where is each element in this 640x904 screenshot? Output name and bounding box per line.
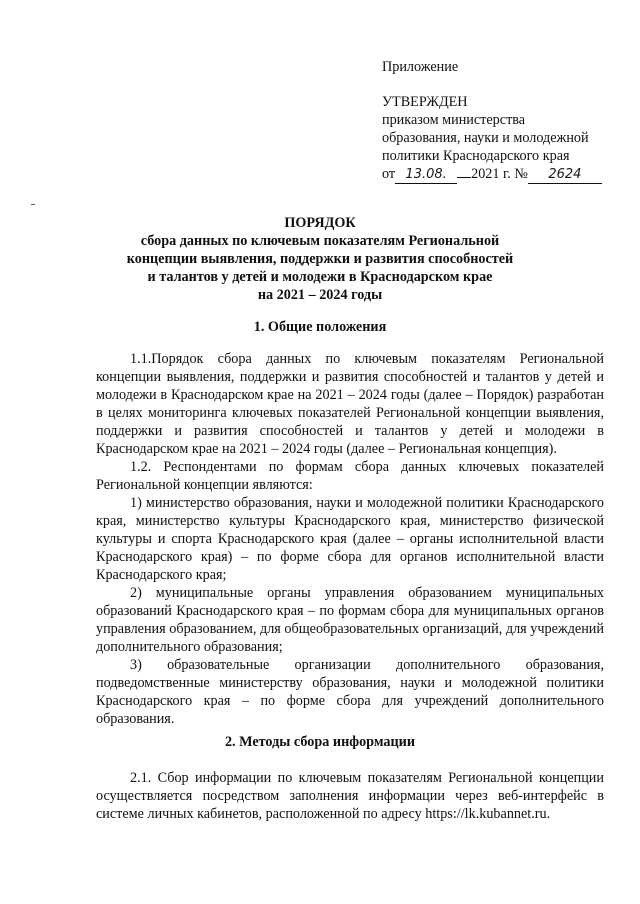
handwritten-order-number: 2624 bbox=[528, 167, 602, 184]
section-2-heading: 2. Методы сбора информации bbox=[224, 734, 416, 750]
approval-stamp-block bbox=[382, 58, 632, 184]
paragraph-1-1: 1.1.Порядок сбора данных по ключевым показателям Региональной концепции выявления, поддержки и развития способностей и талантов у детей и молодежи в Краснодарском крае на 2021 – 2024 годы (далее – Порядок) разработан в целях мониторинга ключевых показателей Региональной концепции выявления, поддержки и развития способностей и талантов у детей и молодежи в Краснодарском крае на 2021 – 2024 годы (далее – Региональная концепция). bbox=[96, 351, 604, 457]
list-item-1: 1) министерство образования, науки и молодежной политики Краснодарского края, министерство культуры Краснодарского края, министерство физической культуры и спорта Краснодарского края (далее – органы исполнительной власти Краснодарского края) – по форме сбора для органов исполнительной власти Краснодарского края; bbox=[96, 495, 604, 583]
approval-line-1: приказом министерства bbox=[382, 112, 526, 128]
date-prefix: от bbox=[382, 166, 396, 182]
document-title bbox=[0, 214, 640, 304]
appendix-label: Приложение bbox=[382, 59, 459, 75]
section-2-body bbox=[96, 769, 604, 823]
title-main: ПОРЯДОК bbox=[284, 215, 356, 231]
approval-date-line bbox=[382, 165, 632, 184]
section-1-body bbox=[96, 350, 604, 728]
list-item-2: 2) муниципальные органы управления образованием муниципальных образований Краснодарского края – по формам сбора для муниципальных органов управления образованием, для общеобразовательных организаций, для учреждений дополнительного образования; bbox=[96, 585, 604, 655]
approved-label: УТВЕРЖДЕН bbox=[382, 94, 468, 110]
scan-mark bbox=[31, 204, 35, 205]
list-item-3: 3) образовательные организации дополнительного образования, подведомственные министерству образования, науки и молодежной политики Краснодарского края – по форме сбора для учреждений дополнительного образования. bbox=[96, 657, 604, 727]
year-text: 2021 г. № bbox=[471, 166, 528, 182]
title-line-4: на 2021 – 2024 годы bbox=[257, 287, 383, 303]
section-1-heading: 1. Общие положения bbox=[253, 319, 387, 335]
title-line-1: сбора данных по ключевым показателям Региональной bbox=[140, 233, 500, 249]
paragraph-1-2: 1.2. Респондентами по формам сбора данных ключевых показателей Региональной концепции являются: bbox=[96, 459, 604, 493]
title-line-2: концепции выявления, поддержки и развития способностей bbox=[126, 251, 514, 267]
date-underline bbox=[457, 177, 471, 178]
paragraph-2-1: 2.1. Сбор информации по ключевым показателям Региональной концепции осуществляется посредством заполнения информации через веб-интерфейс в системе личных кабинетов, расположенной по адресу https://lk.kubannet.ru. bbox=[96, 770, 604, 822]
handwritten-date: 13.08. bbox=[395, 167, 457, 184]
approval-line-3: политики Краснодарского края bbox=[382, 148, 570, 164]
approval-line-2: образования, науки и молодежной bbox=[382, 130, 589, 146]
title-line-3: и талантов у детей и молодежи в Краснодарском крае bbox=[147, 269, 493, 285]
